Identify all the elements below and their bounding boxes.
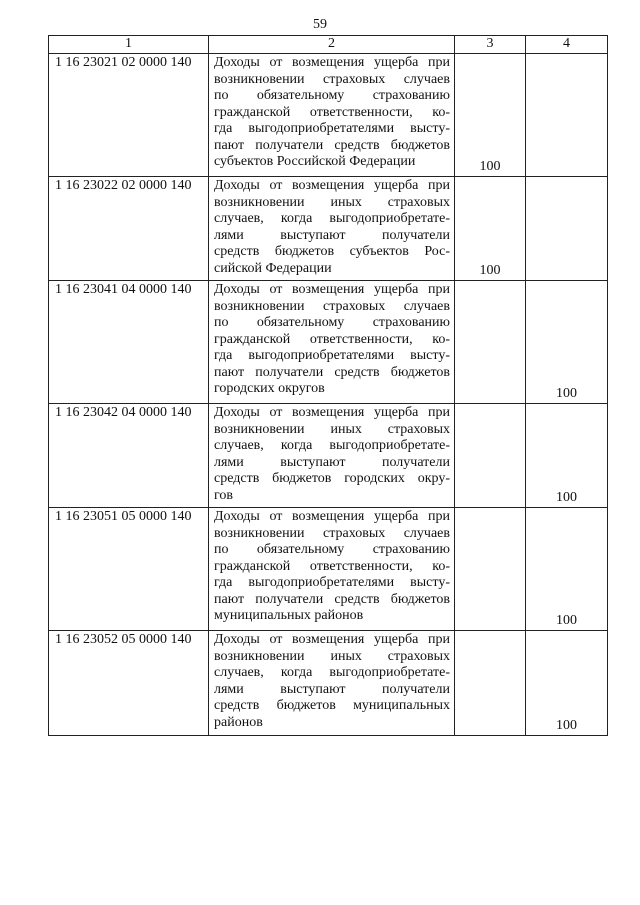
normative-value: 100: [556, 385, 577, 401]
description-line: возникновении иных страховых: [214, 421, 450, 437]
description-line: случаев, когда выгодоприобретате-: [214, 665, 450, 680]
table-row: [49, 404, 608, 508]
description-line: гда выгодоприобретателями высту-: [214, 121, 450, 136]
description-line: городских округов: [214, 381, 325, 396]
revenue-description: [209, 281, 455, 404]
table-row: [49, 508, 608, 631]
revenue-code: 1 16 23052 05 0000 140: [49, 631, 209, 736]
description-line: пают получатели средств бюджетов: [214, 591, 450, 607]
description-line: лями выступают получатели: [214, 681, 450, 697]
revenue-description: [209, 404, 455, 508]
description-line: возникновении иных страховых: [214, 194, 450, 210]
description-line: гражданской ответственности, ко-: [214, 558, 450, 574]
description-line: Доходы от возмещения ущерба при: [214, 55, 450, 70]
revenue-description: [209, 508, 455, 631]
normative-value: 100: [556, 717, 577, 733]
description-line: гражданской ответственности, ко-: [214, 331, 450, 347]
revenue-description: [209, 54, 455, 177]
description-line: Доходы от возмещения ущерба при: [214, 282, 450, 297]
column-header-4: 4: [526, 36, 608, 54]
table-row: [49, 281, 608, 404]
description-line: возникновении страховых случаев: [214, 525, 450, 541]
revenue-code: 1 16 23041 04 0000 140: [49, 281, 209, 404]
normative-col3: [455, 281, 526, 404]
normative-value: 100: [556, 489, 577, 505]
description-line: гражданской ответственности, ко-: [214, 104, 450, 120]
description-line: Доходы от возмещения ущерба при: [214, 509, 450, 524]
description-line: возникновении страховых случаев: [214, 298, 450, 314]
normative-col3: [455, 631, 526, 736]
description-line: случаев, когда выгодоприобретате-: [214, 438, 450, 453]
description-line: возникновении иных страховых: [214, 648, 450, 664]
column-header-3: 3: [455, 36, 526, 54]
description-line: средств бюджетов городских окру-: [214, 471, 450, 486]
normative-value: 100: [479, 158, 501, 174]
normative-col3: [455, 508, 526, 631]
revenue-description: [209, 631, 455, 736]
normative-col3: [455, 54, 526, 177]
description-line: гда выгодоприобретателями высту-: [214, 575, 450, 590]
description-line: средств бюджетов субъектов Рос-: [214, 244, 450, 259]
description-line: по обязательному страхованию: [214, 88, 450, 103]
table-header-row: [49, 36, 608, 54]
normative-col4: [526, 404, 608, 508]
column-header-2: 2: [209, 36, 455, 54]
description-line: сийской Федерации: [214, 260, 332, 276]
description-line: лями выступают получатели: [214, 227, 450, 243]
normative-col4: [526, 54, 608, 177]
description-line: средств бюджетов муниципальных: [214, 698, 450, 713]
description-line: гов: [214, 487, 234, 503]
normative-value: 100: [556, 612, 577, 628]
revenue-code: 1 16 23021 02 0000 140: [49, 54, 209, 177]
description-line: Доходы от возмещения ущерба при: [214, 405, 450, 420]
revenue-table: [48, 35, 608, 736]
table-row: [49, 631, 608, 736]
normative-col3: [455, 404, 526, 508]
normative-col4: [526, 508, 608, 631]
description-line: субъектов Российской Федерации: [214, 154, 416, 169]
normative-col4: [526, 631, 608, 736]
revenue-code: 1 16 23051 05 0000 140: [49, 508, 209, 631]
description-line: Доходы от возмещения ущерба при: [214, 632, 450, 647]
table-row: [49, 177, 608, 281]
normative-col3: [455, 177, 526, 281]
page-number: 59: [313, 17, 327, 32]
revenue-code: 1 16 23042 04 0000 140: [49, 404, 209, 508]
normative-col4: [526, 177, 608, 281]
column-header-1: 1: [49, 36, 209, 54]
description-line: возникновении страховых случаев: [214, 71, 450, 87]
description-line: по обязательному страхованию: [214, 542, 450, 557]
description-line: Доходы от возмещения ущерба при: [214, 178, 450, 193]
description-line: районов: [214, 714, 263, 730]
revenue-code: 1 16 23022 02 0000 140: [49, 177, 209, 281]
revenue-description: [209, 177, 455, 281]
description-line: муниципальных районов: [214, 608, 364, 623]
description-line: лями выступают получатели: [214, 454, 450, 470]
normative-value: 100: [479, 262, 501, 278]
description-line: по обязательному страхованию: [214, 315, 450, 330]
description-line: случаев, когда выгодоприобретате-: [214, 211, 450, 226]
description-line: гда выгодоприобретателями высту-: [214, 348, 450, 363]
normative-col4: [526, 281, 608, 404]
description-line: пают получатели средств бюджетов: [214, 364, 450, 380]
description-line: пают получатели средств бюджетов: [214, 137, 450, 153]
table-row: [49, 54, 608, 177]
